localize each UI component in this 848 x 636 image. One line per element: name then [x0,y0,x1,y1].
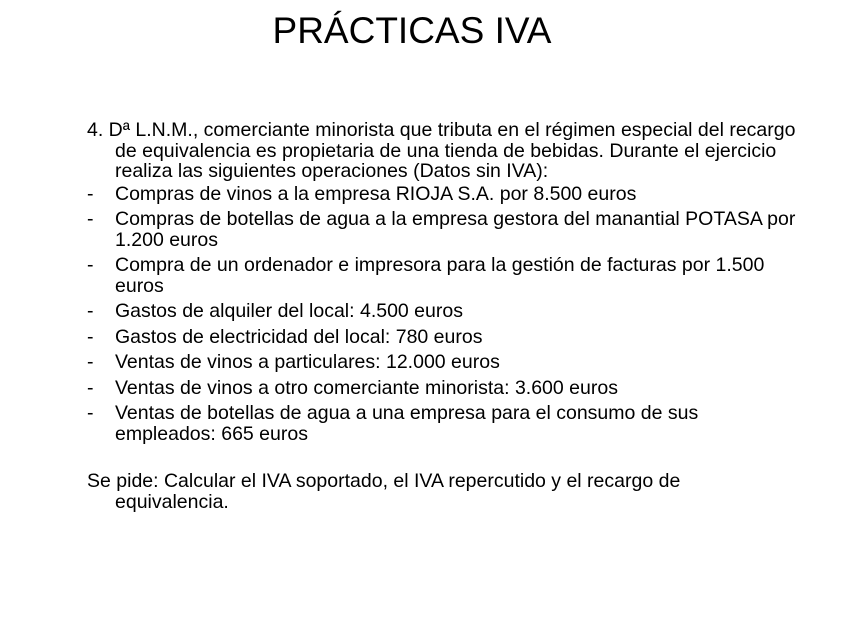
operation-item [87,403,797,444]
bullet-dash: - [87,208,94,230]
operation-text: Compra de un ordenador e impresora para la gestión de facturas por 1.500 euros [115,254,765,297]
operation-text: Compras de botellas de agua a la empresa gestora del manantial POTASA por 1.200 euros [115,208,796,251]
operation-item [87,184,797,205]
operation-item [87,301,797,322]
operation-item [87,255,797,296]
bullet-dash: - [87,300,94,322]
operation-item [87,209,797,250]
bullet-dash: - [87,254,94,276]
operation-text: Ventas de vinos a otro comerciante minorista: 3.600 euros [115,376,618,399]
operation-item [87,327,797,348]
exercise-request: Se pide: Calcular el IVA soportado, el IVA repercutido y el recargo de equivalencia. [87,470,681,513]
bullet-dash: - [87,325,94,348]
bullet-dash: - [87,351,94,373]
operation-text: Gastos de alquiler del local: 4.500 euros [115,300,463,322]
bullet-dash: - [87,402,94,424]
operations-list [87,184,797,445]
exercise-intro: 4. Dª L.N.M., comerciante minorista que tributa en el régimen especial del recargo de equivalencia es propietaria de una tienda de bebidas. Durante el ejercicio realiza las siguientes operaciones (Datos sin IVA): [87,119,796,182]
bullet-dash: - [87,182,94,205]
page-title: PRÁCTICAS IVA [272,10,552,51]
bullet-dash: - [87,376,94,399]
exercise-text [87,120,797,512]
operation-item [87,352,797,373]
operation-text: Ventas de botellas de agua a una empresa para el consumo de sus empleados: 665 euros [115,402,699,445]
operation-item [87,378,797,399]
operation-text: Gastos de electricidad del local: 780 euros [115,325,483,348]
operation-text: Compras de vinos a la empresa RIOJA S.A. por 8.500 euros [115,182,637,205]
operation-text: Ventas de vinos a particulares: 12.000 euros [115,351,500,373]
